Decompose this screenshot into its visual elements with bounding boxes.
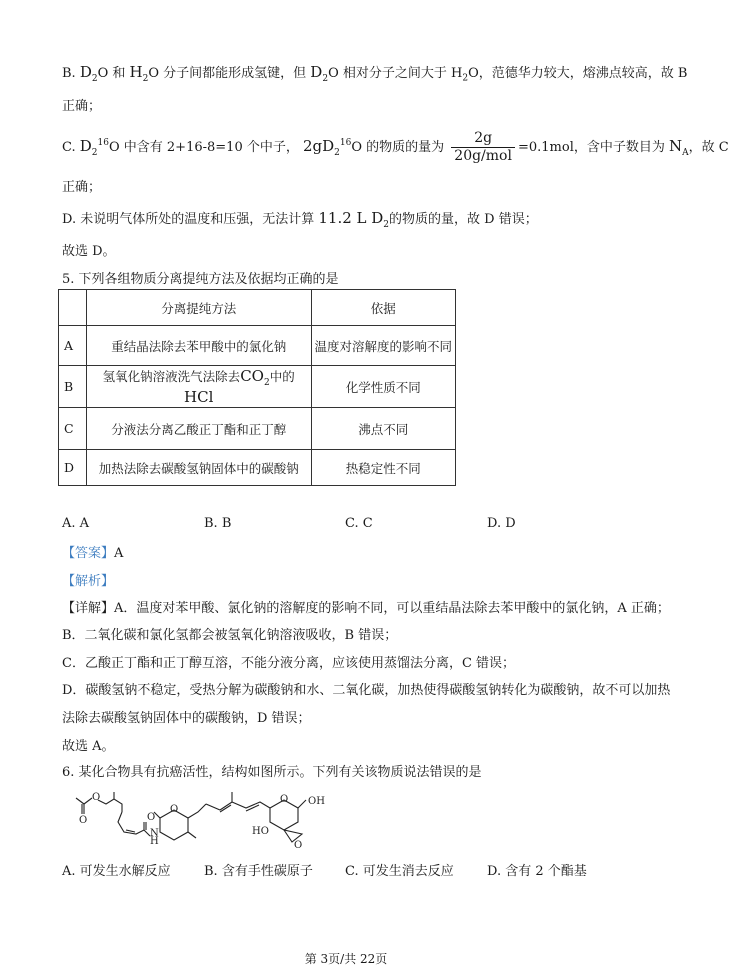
q5-analysis-tag: 【解析】 xyxy=(62,574,115,589)
atom-o: O xyxy=(79,815,88,826)
q6-option-c: C. 可发生消去反应 xyxy=(345,864,454,879)
table-row: D 加热法除去碳酸氢钠固体中的碳酸钠 热稳定性不同 xyxy=(59,450,456,486)
q5-detail-d1: D．碳酸氢钠不稳定，受热分解为碳酸钠和水、二氧化碳，加热使得碳酸氢钠转化为碳酸钠，故不可以加热 xyxy=(62,683,671,698)
q5-conclusion: 故选 A。 xyxy=(62,739,115,754)
page-footer: 第 3页/共 22页 xyxy=(304,952,388,966)
q6-stem: 6. 某化合物具有抗癌活性，结构如图所示。下列有关该物质说法错误的是 xyxy=(62,765,482,780)
q5-table xyxy=(58,289,456,486)
table-row: A 重结晶法除去苯甲酸中的氯化钠 温度对溶解度的影响不同 xyxy=(59,326,456,366)
header-cell: 依据 xyxy=(311,290,455,326)
atom-n: N xyxy=(150,828,159,839)
q5-answer: 【答案】A xyxy=(62,546,124,561)
methyl-bond xyxy=(298,800,306,808)
double-bond xyxy=(246,805,259,811)
q5-detail-d2: 法除去碳酸氢钠固体中的碳酸钠，D 错误； xyxy=(62,711,311,726)
q6-option-a: A. 可发生水解反应 xyxy=(62,864,171,879)
q5-option-a: A. A xyxy=(62,516,90,531)
hydroxyl-label: HO xyxy=(252,826,269,837)
methyl-bond xyxy=(188,832,196,838)
q5-option-d: D. D xyxy=(487,516,516,531)
table-header-row xyxy=(59,290,456,326)
atom-o: O xyxy=(92,792,101,803)
header-cell xyxy=(59,290,87,326)
q4-conclusion: 故选 D。 xyxy=(62,244,116,259)
q4-option-c-tail: 正确； xyxy=(62,180,102,195)
ester-chain xyxy=(98,799,122,812)
q4-option-b: B. $D_2O$ 和 $H_2O$ 分子间都能形成氢键，但 $D_2O$ 相对分子之间大于 $H_2O$，范德华力较大，熔沸点较高，故 B xyxy=(62,63,688,84)
atom-o: O xyxy=(280,794,289,805)
table-row: B 氢氧化钠溶液洗气法除去$CO_2$中的 HCl 化学性质不同 xyxy=(59,366,456,408)
q5-option-b: B. B xyxy=(204,516,232,531)
hydroxyl-label: OH xyxy=(308,796,325,807)
q6-option-d: D. 含有 2 个酯基 xyxy=(487,864,587,879)
q4-option-c: C. $D_2^{16}O$ 中含有 2+16-8=10 个中子， $2gD_2^{16}O$ 的物质的量为 $\frac{2g}{\text{20g/mol}}$ =0.1mol，含中子数目为 $N_A$，故 C xyxy=(62,130,729,164)
table-row: C 分液法分离乙酸正丁酯和正丁醇 沸点不同 xyxy=(59,408,456,450)
q4-option-d: D. 未说明气体所处的温度和压强，无法计算 11.2 L $D_2$的物质的量，故 D 错误； xyxy=(62,209,538,230)
double-bond xyxy=(126,830,135,832)
q5-option-c: C. C xyxy=(345,516,373,531)
molecule-structure xyxy=(70,790,350,850)
atom-o: O xyxy=(294,840,303,851)
linker-chain xyxy=(188,804,206,818)
fraction: $\frac{2g}{\text{20g/mol}}$ xyxy=(451,130,515,165)
atom-h: H xyxy=(150,836,159,847)
q5-detail-a: 【详解】A．温度对苯甲酸、氯化钠的溶解度的影响不同，可以重结晶法除去苯甲酸中的氯化钠，A 正确； xyxy=(62,601,670,616)
q5-detail-c: C．乙酸正丁酯和正丁醇互溶，不能分液分离，应该使用蒸馏法分离，C 错误； xyxy=(62,656,516,671)
q5-stem: 5. 下列各组物质分离提纯方法及依据均正确的是 xyxy=(62,272,339,287)
header-cell: 分离提纯方法 xyxy=(86,290,311,326)
q4-option-b-tail: 正确； xyxy=(62,99,102,114)
diene-chain xyxy=(206,802,270,810)
atom-o: O xyxy=(147,812,156,823)
acetate-chain xyxy=(76,798,92,804)
q5-detail-b: B．二氧化碳和氯化氢都会被氢氧化钠溶液吸收，B 错误； xyxy=(62,628,398,643)
alkene-chain xyxy=(118,812,150,836)
q6-option-b: B. 含有手性碳原子 xyxy=(204,864,313,879)
atom-o: O xyxy=(170,804,179,815)
